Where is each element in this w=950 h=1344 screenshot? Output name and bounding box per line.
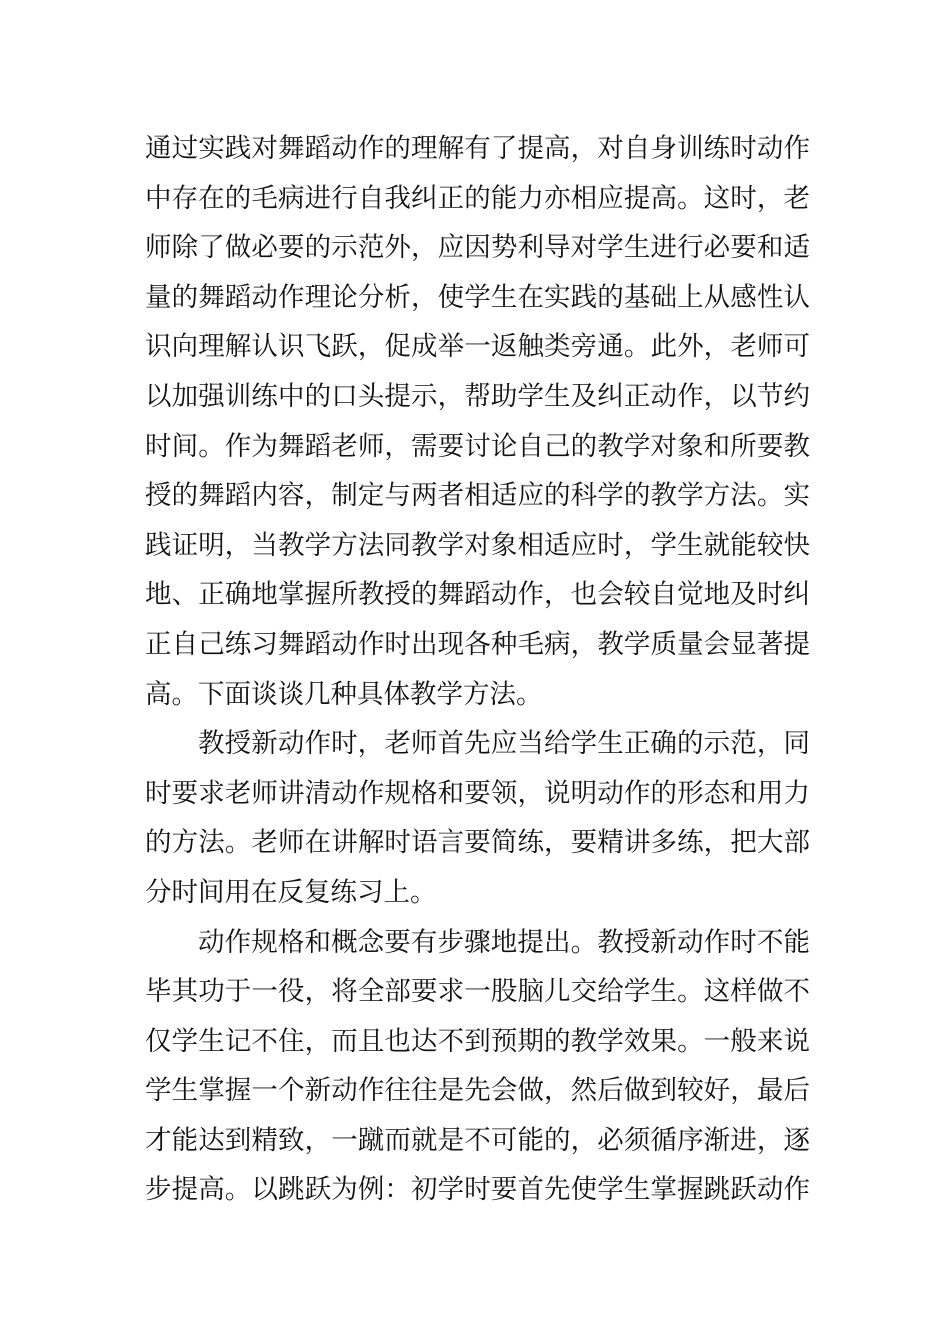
text-line: 通过实践对舞蹈动作的理解有了提高，对自身训练时动作 [145,133,810,164]
paragraph-2 [145,719,810,917]
text-line: 中存在的毛病进行自我纠正的能力亦相应提高。这时，老 [145,182,810,214]
text-line: 师除了做必要的示范外，应因势利导对学生进行必要和适 [145,232,810,264]
text-line: 仅学生记不住，而且也达不到预期的教学效果。一般来说 [145,1025,810,1057]
document-body [145,124,810,1215]
text-line: 学生掌握一个新动作往往是先会做，然后做到较好，最后 [145,1075,810,1107]
text-line: 正自己练习舞蹈动作时出现各种毛病，教学质量会显著提 [145,628,810,660]
text-line: 的方法。老师在讲解时语言要简练，要精讲多练，把大部 [145,827,810,859]
text-line: 分时间用在反复练习上。 [145,876,437,908]
text-line: 毕其功于一役，将全部要求一股脑儿交给学生。这样做不 [145,976,810,1008]
text-line: 时要求老师讲清动作规格和要领，说明动作的形态和用力 [145,777,810,809]
text-line: 动作规格和概念要有步骤地提出。教授新动作时不能 [198,926,810,958]
text-line: 授的舞蹈内容，制定与两者相适应的科学的教学方法。实 [145,480,810,512]
text-line: 高。下面谈谈几种具体教学方法。 [145,678,543,710]
text-line: 践证明，当教学方法同教学对象相适应时，学生就能较快 [145,529,810,561]
text-line: 量的舞蹈动作理论分析，使学生在实践的基础上从感性认 [145,281,810,313]
text-line: 地、正确地掌握所教授的舞蹈动作，也会较自觉地及时纠 [145,579,810,611]
text-line: 步提高。以跳跃为例：初学时要首先使学生掌握跳跃动作 [145,1174,810,1206]
text-line: 才能达到精致，一蹴而就是不可能的，必须循序渐进，逐 [145,1124,810,1156]
text-line: 教授新动作时，老师首先应当给学生正确的示范，同 [198,728,810,760]
text-line: 以加强训练中的口头提示，帮助学生及纠正动作，以节约 [145,380,810,412]
paragraph-1 [145,124,810,719]
text-line: 识向理解认识飞跃，促成举一返触类旁通。此外，老师可 [145,331,810,363]
paragraph-3 [145,918,810,1216]
text-line: 时间。作为舞蹈老师，需要讨论自己的教学对象和所要教 [145,430,810,462]
